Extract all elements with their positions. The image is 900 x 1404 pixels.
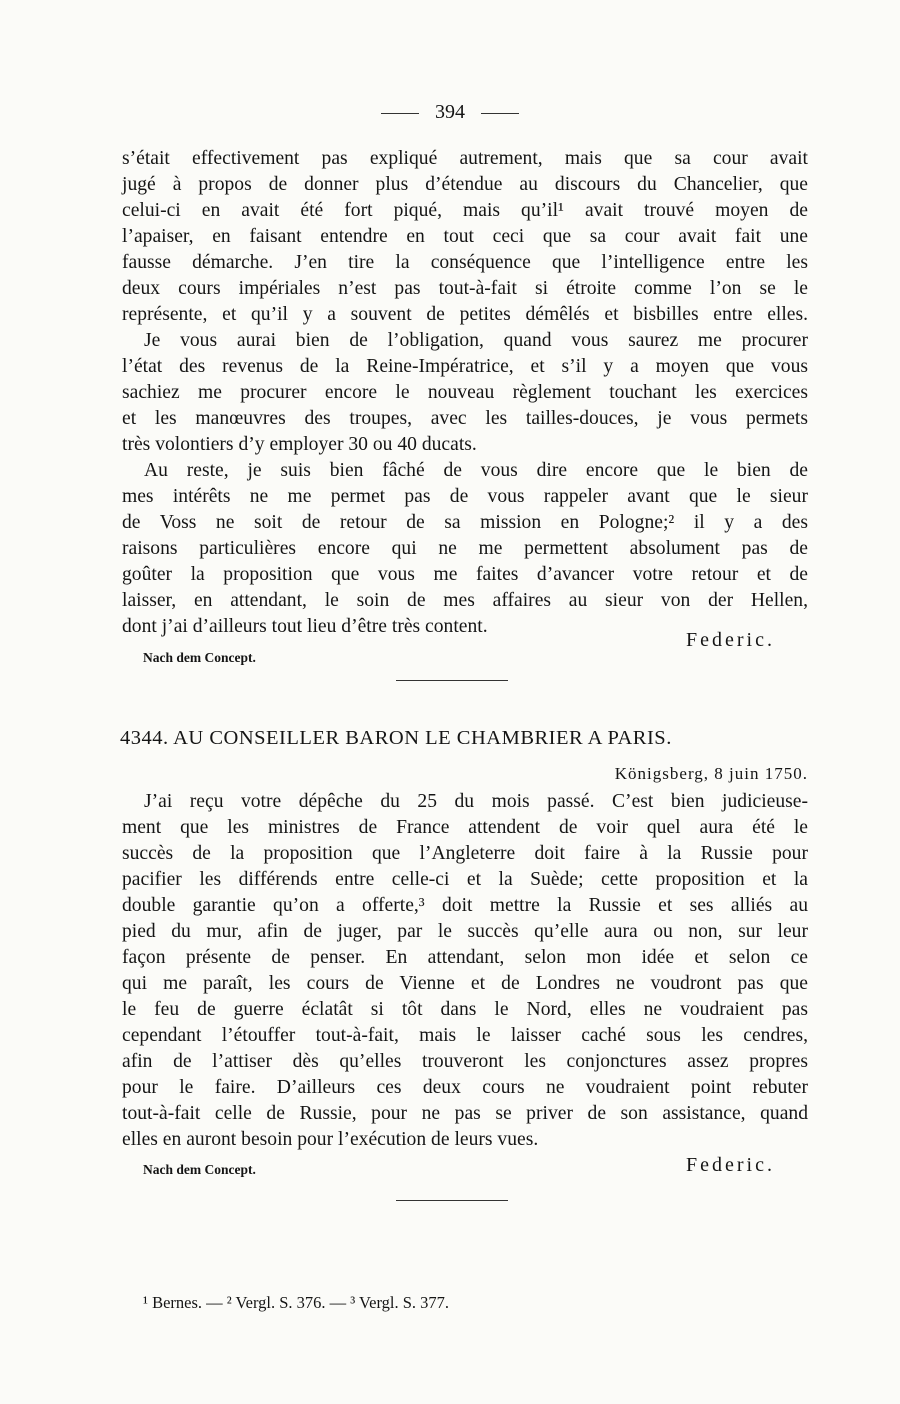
paragraph-1 [122, 146, 808, 328]
signature: Federic. [686, 1154, 775, 1176]
page-number-row [0, 101, 900, 124]
signature: Federic. [686, 629, 775, 651]
text-line: s’était effectivement pas expliqué autrement, mais que sa cour avait [122, 148, 808, 169]
text-line: très volontiers d’y employer 30 ou 40 ducats. [122, 434, 477, 455]
text-line: raisons particulières encore qui ne me permettent absolument pas de [122, 538, 808, 559]
text-line: celui-ci en avait été fort piqué, mais qu’il¹ avait trouvé moyen de [122, 200, 808, 221]
text-line: elles en auront besoin pour l’exécution de leurs vues. [122, 1129, 539, 1150]
paragraph-3 [122, 458, 808, 640]
page-number: 394 [435, 101, 465, 123]
dateline: Königsberg, 8 juin 1750. [614, 764, 808, 783]
text-line: double garantie qu’on a offerte,³ doit mettre la Russie et ses alliés au [122, 895, 808, 916]
text-line: l’état des revenus de la Reine-Impératrice, et s’il y a moyen que vous [122, 356, 808, 377]
source-note: Nach dem Concept. [143, 1162, 256, 1177]
letter-heading: 4344. AU CONSEILLER BARON LE CHAMBRIER A PARIS. [120, 727, 672, 749]
source-note: Nach dem Concept. [143, 650, 256, 665]
text-line: qui me paraît, les cours de Vienne et de Londres ne voudront pas que [122, 973, 808, 994]
text-line: afin de l’attiser dès qu’elles trouveront les conjonctures assez propres [122, 1051, 808, 1072]
text-line: façon présente de penser. En attendant, selon mon idée et selon ce [122, 947, 808, 968]
text-line: fausse démarche. J’en tire la conséquence que l’intelligence entre les [122, 252, 808, 273]
text-line: cependant l’étouffer tout-à-fait, mais le laisser caché sous les cendres, [122, 1025, 808, 1046]
text-line: sachiez me procurer encore le nouveau règlement touchant les exercices [122, 382, 808, 403]
text-line: pour le faire. D’ailleurs ces deux cours ne voudraient point rebuter [122, 1077, 808, 1098]
text-line: dont j’ai d’ailleurs tout lieu d’être très content. [122, 616, 488, 637]
text-line: ment que les ministres de France attendent de voir quel aura été le [122, 817, 808, 838]
text-line: pacifier les différends entre celle-ci et la Suède; cette proposition et la [122, 869, 808, 890]
text-line: jugé à propos de donner plus d’étendue au discours du Chancelier, que [122, 174, 808, 195]
text-line: et les manœuvres des troupes, avec les tailles-douces, je vous permets [122, 408, 808, 429]
text-line: laisser, en attendant, le soin de mes affaires au sieur von der Hellen, [122, 590, 808, 611]
page-number-dash-left [381, 113, 419, 114]
text-line: J’ai reçu votre dépêche du 25 du mois passé. C’est bien judicieuse- [144, 791, 808, 812]
text-line: représente, et qu’il y a souvent de petites démêlés et bisbilles entre elles. [122, 304, 808, 325]
paragraph-4 [122, 789, 808, 1153]
text-line: Au reste, je suis bien fâché de vous dire encore que le bien de [144, 460, 808, 481]
page-number-dash-right [481, 113, 519, 114]
text-line: l’apaiser, en faisant entendre en tout ceci que sa cour avait fait une [122, 226, 808, 247]
section-divider [396, 680, 508, 681]
footnotes: ¹ Bernes. — ² Vergl. S. 376. — ³ Vergl. S. 377. [143, 1293, 450, 1312]
text-line: le feu de guerre éclatât si tôt dans le Nord, elles ne voudraient pas [122, 999, 808, 1020]
text-line: de Voss ne soit de retour de sa mission en Pologne;² il y a des [122, 512, 808, 533]
text-line: tout-à-fait celle de Russie, pour ne pas se priver de son assistance, quand [122, 1103, 808, 1124]
paragraph-2 [122, 328, 808, 458]
text-line: pied du mur, afin de juger, par le succès qu’elle aura ou non, sur leur [122, 921, 808, 942]
text-line: goûter la proposition que vous me faites d’avancer votre retour et de [122, 564, 808, 585]
text-line: deux cours impériales n’est pas tout-à-fait si étroite comme l’on se le [122, 278, 808, 299]
text-line: Je vous aurai bien de l’obligation, quand vous saurez me procurer [144, 330, 808, 351]
text-line: succès de la proposition que l’Angleterre doit faire à la Russie pour [122, 843, 808, 864]
section-divider [396, 1200, 508, 1201]
text-line: mes intérêts ne me permet pas de vous rappeler avant que le sieur [122, 486, 808, 507]
